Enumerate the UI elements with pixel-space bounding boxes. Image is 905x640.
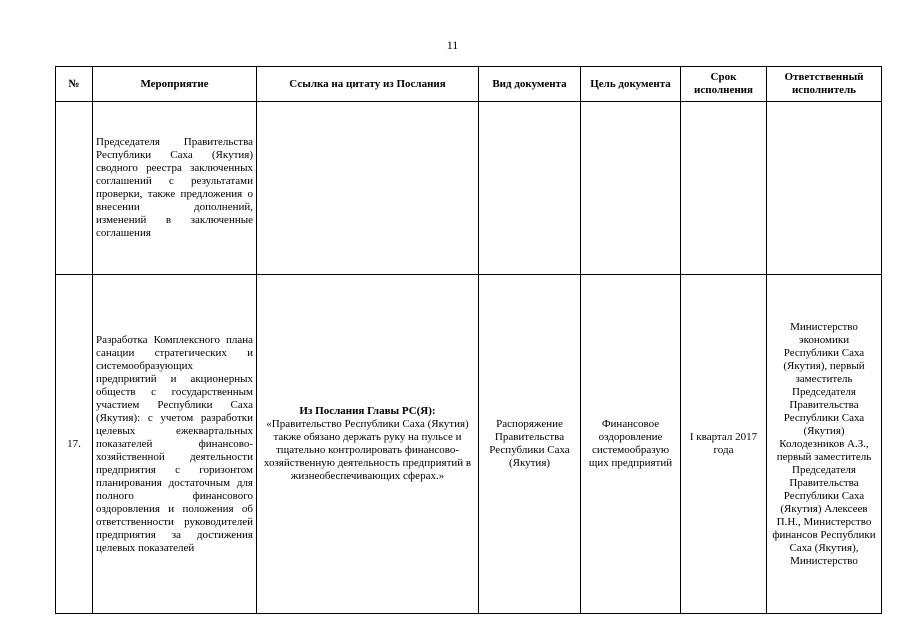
row-goal: Финансовое оздоровление системообразую щих предприятий [581,275,681,614]
row-deadline [681,102,767,275]
row-event: Разработка Комплексного плана санации стратегических и системообразующих предприятий и акционерных обществ с государственным участием Республики Саха (Якутия): с учетом разработки целевых ежеквартальных показателей финансово-хозяйственной деятельности предприятия с горизонтом планирования достаточным для полного финансового оздоровления и положения об ответственности руководителей предприятия за достижения целевых показателей [93,275,257,614]
header-responsible: Ответственный исполнитель [767,67,882,102]
header-deadline: Срок исполнения [681,67,767,102]
header-goal: Цель документа [581,67,681,102]
table-row [56,275,882,614]
header-event: Мероприятие [93,67,257,102]
row-num [56,102,93,275]
quote-title: Из Послания Главы РС(Я): [299,405,436,417]
row-doc-type: Распоряжение Правительства Республики Саха (Якутия) [479,275,581,614]
header-row [56,67,882,102]
row-responsible [767,102,882,275]
row-responsible: Министерство экономики Республики Саха (Якутия), первый заместитель Председателя Правительства Республики Саха (Якутия) Колодезников А.З., первый заместитель Председателя Правительства Республики Саха (Якутия) Алексеев П.Н., Министерство финансов Республики Саха (Якутия), Министерство [767,275,882,614]
row-doc-type [479,102,581,275]
row-goal [581,102,681,275]
table-row [56,102,882,275]
row-deadline: I квартал 2017 года [681,275,767,614]
header-num: № [56,67,93,102]
quote-text: «Правительство Республики Саха (Якутия) также обязано держать руку на пульсе и тщательно контролировать финансово-хозяйственную деятельность предприятий в жизнеобеспечивающих сферах.» [263,418,472,482]
header-doc-type: Вид документа [479,67,581,102]
page-number: 11 [446,38,459,52]
row-quote [257,102,479,275]
header-quote: Ссылка на цитату из Послания [257,67,479,102]
row-event: Председателя Правительства Республики Саха (Якутия) сводного реестра заключенных соглашений с результатами проверки, также предложения о внесении дополнений, изменений в заключенные соглашения [93,102,257,275]
row-num: 17. [56,275,93,614]
plan-table [55,66,882,614]
row-quote [257,275,479,614]
